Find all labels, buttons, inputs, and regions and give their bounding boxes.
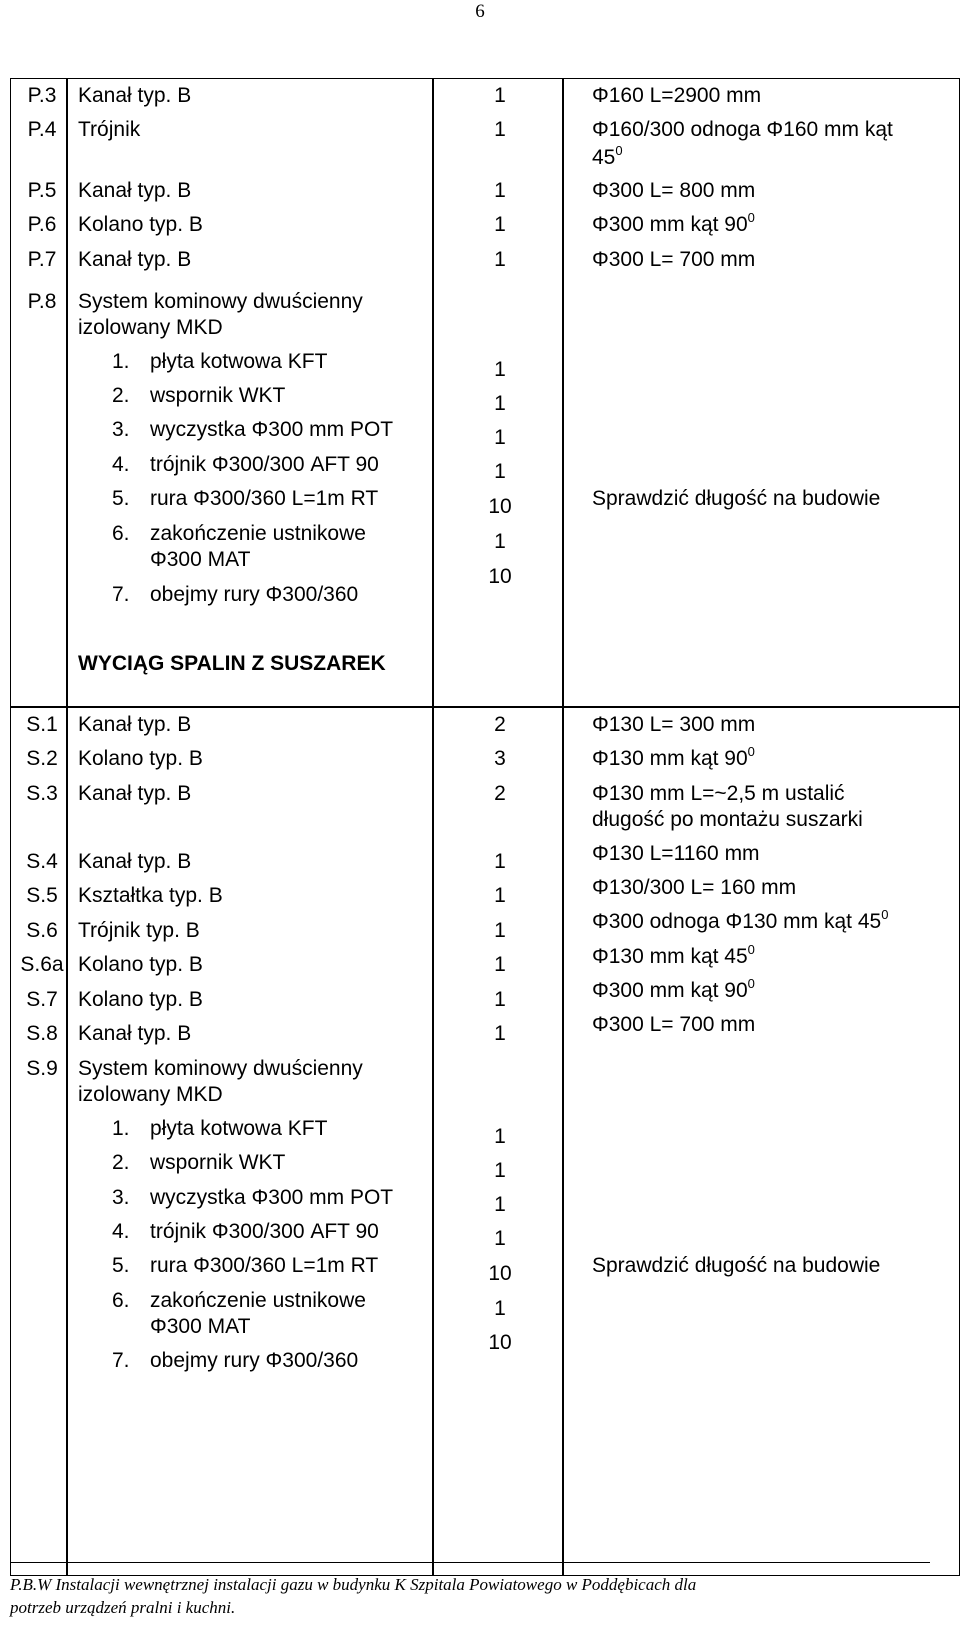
subitem-number: 1. bbox=[112, 350, 130, 373]
subitem-qty: 1 bbox=[494, 530, 506, 553]
row-code: S.3 bbox=[26, 782, 58, 805]
section-divider bbox=[10, 706, 960, 708]
subitem-text: wyczystka Φ300 mm POT bbox=[150, 418, 394, 441]
superscript: 0 bbox=[615, 143, 623, 158]
subitem-text: płyta kotwowa KFT bbox=[150, 1117, 328, 1140]
row-qty: 1 bbox=[494, 919, 506, 942]
row-name: Kanał typ. B bbox=[78, 782, 192, 805]
subitem-qty: 1 bbox=[494, 358, 506, 381]
superscript: 0 bbox=[747, 210, 755, 225]
row-name: Kanał typ. B bbox=[78, 84, 192, 107]
subitem-number: 6. bbox=[112, 1289, 130, 1312]
subitem-text: wspornik WKT bbox=[150, 384, 286, 407]
row-spec-continued bbox=[592, 144, 623, 172]
row-code: P.4 bbox=[27, 118, 57, 141]
row-code: P.6 bbox=[27, 213, 57, 236]
subitem-spec: Sprawdzić długość na budowie bbox=[592, 1254, 881, 1277]
row-qty: 1 bbox=[494, 84, 506, 107]
subitem-number: 4. bbox=[112, 1220, 130, 1243]
subitem-number: 2. bbox=[112, 384, 130, 407]
subitem-text: obejmy rury Φ300/360 bbox=[150, 583, 359, 606]
spec-text: Φ300 mm kąt 90 bbox=[592, 213, 748, 236]
subitem-qty: 1 bbox=[494, 392, 506, 415]
row-spec bbox=[592, 211, 755, 239]
subitem-text: trójnik Φ300/300 AFT 90 bbox=[150, 453, 379, 476]
section-heading: WYCIĄG SPALIN Z SUSZAREK bbox=[78, 652, 386, 675]
subitem-spec: Sprawdzić długość na budowie bbox=[592, 487, 881, 510]
row-name: Kanał typ. B bbox=[78, 713, 192, 736]
row-code: S.6a bbox=[20, 953, 64, 976]
subitem-number: 7. bbox=[112, 1349, 130, 1372]
row-name: Kolano typ. B bbox=[78, 747, 203, 770]
column-divider bbox=[432, 78, 434, 1576]
row-name: Kanał typ. B bbox=[78, 1022, 192, 1045]
column-divider bbox=[562, 78, 564, 1576]
row-code: S.2 bbox=[26, 747, 58, 770]
subitem-number: 1. bbox=[112, 1117, 130, 1140]
subitem-qty: 1 bbox=[494, 1297, 506, 1320]
subitem-text: rura Φ300/360 L=1m RT bbox=[150, 487, 379, 510]
page-footer bbox=[10, 1573, 950, 1619]
spec-text: Φ130 mm kąt 90 bbox=[592, 747, 748, 770]
subitem-text: zakończenie ustnikowe bbox=[150, 1289, 366, 1312]
row-code: S.7 bbox=[26, 988, 58, 1011]
subitem-text: wspornik WKT bbox=[150, 1151, 286, 1174]
row-spec-continued: długość po montażu suszarki bbox=[592, 808, 863, 831]
row-name: Trójnik bbox=[78, 118, 141, 141]
row-name: Kolano typ. B bbox=[78, 988, 203, 1011]
subitem-qty: 1 bbox=[494, 460, 506, 483]
subitem-text: zakończenie ustnikowe bbox=[150, 522, 366, 545]
row-qty: 1 bbox=[494, 884, 506, 907]
subitem-qty: 10 bbox=[488, 1331, 512, 1354]
row-name: System kominowy dwuścienny bbox=[78, 290, 363, 313]
row-spec bbox=[592, 943, 755, 971]
row-name: Trójnik typ. B bbox=[78, 919, 200, 942]
row-qty: 1 bbox=[494, 118, 506, 141]
subitem-number: 3. bbox=[112, 418, 130, 441]
row-spec: Φ130 mm L=~2,5 m ustalić bbox=[592, 782, 845, 805]
subitem-qty: 1 bbox=[494, 426, 506, 449]
row-qty: 1 bbox=[494, 988, 506, 1011]
row-code: P.7 bbox=[27, 248, 57, 271]
subitem-number: 2. bbox=[112, 1151, 130, 1174]
row-qty: 1 bbox=[494, 850, 506, 873]
row-qty: 1 bbox=[494, 248, 506, 271]
row-qty: 1 bbox=[494, 213, 506, 236]
row-spec bbox=[592, 977, 755, 1005]
row-spec: Φ300 L= 700 mm bbox=[592, 1013, 756, 1036]
row-name: Kanał typ. B bbox=[78, 179, 192, 202]
row-code: S.5 bbox=[26, 884, 58, 907]
row-code: S.9 bbox=[26, 1057, 58, 1080]
row-qty: 1 bbox=[494, 179, 506, 202]
subitem-number: 6. bbox=[112, 522, 130, 545]
subitem-text: wyczystka Φ300 mm POT bbox=[150, 1186, 394, 1209]
row-name: System kominowy dwuścienny bbox=[78, 1057, 363, 1080]
row-qty: 2 bbox=[494, 782, 506, 805]
row-spec bbox=[592, 745, 755, 773]
subitem-text-continued: Φ300 MAT bbox=[150, 548, 251, 571]
row-code: S.4 bbox=[26, 850, 58, 873]
row-name: Kolano typ. B bbox=[78, 953, 203, 976]
spec-text: Φ300 mm kąt 90 bbox=[592, 979, 748, 1002]
row-spec: Φ300 L= 700 mm bbox=[592, 248, 756, 271]
row-spec: Φ300 L= 800 mm bbox=[592, 179, 756, 202]
subitem-text: płyta kotwowa KFT bbox=[150, 350, 328, 373]
spec-text: Φ130 mm kąt 45 bbox=[592, 945, 748, 968]
superscript: 0 bbox=[747, 744, 755, 759]
row-spec: Φ160/300 odnoga Φ160 mm kąt bbox=[592, 118, 893, 141]
page-number: 6 bbox=[475, 1, 485, 22]
row-name: Kształtka typ. B bbox=[78, 884, 223, 907]
subitem-text: rura Φ300/360 L=1m RT bbox=[150, 1254, 379, 1277]
row-spec: Φ130 L=1160 mm bbox=[592, 842, 760, 865]
row-spec: Φ160 L=2900 mm bbox=[592, 84, 762, 107]
subitem-qty: 10 bbox=[488, 495, 512, 518]
subitem-number: 5. bbox=[112, 487, 130, 510]
row-name: Kanał typ. B bbox=[78, 850, 192, 873]
row-name: Kolano typ. B bbox=[78, 213, 203, 236]
footer-rule bbox=[10, 1562, 930, 1563]
row-code: S.1 bbox=[26, 713, 58, 736]
spec-text: Φ300 odnoga Φ130 mm kąt 45 bbox=[592, 910, 882, 933]
spec-text: 45 bbox=[592, 146, 616, 169]
subitem-qty: 10 bbox=[488, 1262, 512, 1285]
footer-line: potrzeb urządzeń pralni i kuchni. bbox=[10, 1598, 236, 1617]
row-code: P.5 bbox=[27, 179, 57, 202]
row-name: Kanał typ. B bbox=[78, 248, 192, 271]
subitem-number: 5. bbox=[112, 1254, 130, 1277]
superscript: 0 bbox=[881, 907, 889, 922]
subitem-text: obejmy rury Φ300/360 bbox=[150, 1349, 359, 1372]
row-code: S.8 bbox=[26, 1022, 58, 1045]
footer-line: P.B.W Instalacji wewnętrznej instalacji gazu w budynku K Szpitala Powiatowego w Poddębicach dla bbox=[10, 1575, 697, 1594]
row-spec bbox=[592, 908, 888, 936]
row-code: P.8 bbox=[27, 290, 57, 313]
subitem-qty: 1 bbox=[494, 1227, 506, 1250]
row-spec: Φ130/300 L= 160 mm bbox=[592, 876, 797, 899]
subitem-qty: 1 bbox=[494, 1193, 506, 1216]
subitem-text: trójnik Φ300/300 AFT 90 bbox=[150, 1220, 379, 1243]
row-code: S.6 bbox=[26, 919, 58, 942]
subitem-text-continued: Φ300 MAT bbox=[150, 1315, 251, 1338]
row-qty: 3 bbox=[494, 747, 506, 770]
subitem-qty: 1 bbox=[494, 1159, 506, 1182]
subitem-qty: 10 bbox=[488, 565, 512, 588]
column-divider bbox=[66, 78, 68, 1576]
subitem-number: 4. bbox=[112, 453, 130, 476]
row-name-continued: izolowany MKD bbox=[78, 316, 223, 339]
subitem-qty: 1 bbox=[494, 1125, 506, 1148]
row-qty: 2 bbox=[494, 713, 506, 736]
row-code: P.3 bbox=[27, 84, 57, 107]
subitem-number: 3. bbox=[112, 1186, 130, 1209]
row-qty: 1 bbox=[494, 1022, 506, 1045]
subitem-number: 7. bbox=[112, 583, 130, 606]
row-name-continued: izolowany MKD bbox=[78, 1083, 223, 1106]
row-spec: Φ130 L= 300 mm bbox=[592, 713, 756, 736]
superscript: 0 bbox=[747, 976, 755, 991]
row-qty: 1 bbox=[494, 953, 506, 976]
superscript: 0 bbox=[747, 942, 755, 957]
